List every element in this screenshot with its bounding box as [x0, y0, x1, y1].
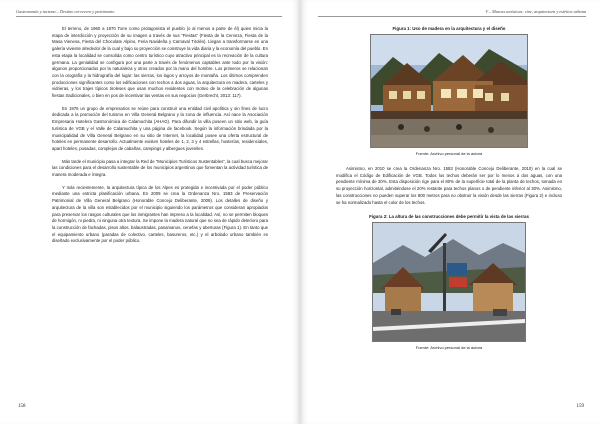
header-rule-left	[16, 16, 282, 17]
header-rule-right	[318, 16, 586, 17]
figure-1-title: Figura 1: Uso de madera en la arquitectura y el diseño	[392, 26, 506, 31]
figure-2-title: Figura 2: La altura de las construcciones debe permitir la vista de las sierras	[369, 214, 529, 220]
paragraph-3: Más tarde el municipio pasa a integrar la Red de “Municipios Turísticos Sustentables”, la cual busca mejorar las condiciones para el desarrollo sustentable de los municipios argentinos que fomentan la actividad turística de manera moderada e íntegra.	[52, 158, 268, 178]
right-column	[336, 26, 562, 350]
figure-1-photo	[370, 34, 528, 148]
paragraph-4: Y más recientemente, la arquitectura típica de los Alpes es protegida e incentivada por el poder público mediante una estricta planificación urbana. En 2009 se crea la Ordenanza Nro. 1583 de Preservación Patrimonial de Villa General Belgrano (Honorable Concejo Deliberante, 2009). Los detalles de diseño y arquitectura de la villa son establecidos por el municipio siguiendo los parámetros que consideran apropiados para preservar los rasgos culturales que los inmigrantes han impreso a la localidad. Así, no se permiten bloques de hormigón, ni piedra, ni ninguna otra textura. Se impone la madera natural que no sea de rápido deterioro para la construcción de fachadas, pisos altos, balaustradas, pasamanos, cenefas y aberturas (Figura 1). En tanto que el equipamiento urbano (paradas de colectivo, carteles, basureros, etc.) y el arbolado urbano también es diseñado exclusivamente por el poder público.	[52, 184, 268, 244]
figure-2-caption: Fuente: Archivo personal de la autora	[415, 345, 483, 351]
left-text-column	[52, 26, 268, 251]
right-paragraph: Asimismo, en 2010 se crea la Ordenanza Nro. 1583 (Honorable Concejo Deliberante, 2010) en la cual se modifica el Código de Edificación de VGB. Todos los techos deberán ser por lo menos a dos aguas, con una pendiente mínima de 30%. Esta disposición rige para el 80% de la superficie total de la planta de techos, tomada en su proyección horizontal, admitiéndose el 20% restante para techos planos o de pendiente inferior al 30%. Asimismo, las construcciones no pueden superar los 800 metros para no obstruir la visión desde las sierras (Figura 2) e incluso se ha normalizado hasta el color de los techos.	[336, 166, 562, 205]
page-number-left: 158	[18, 404, 26, 409]
figure-2-photo	[372, 222, 526, 342]
street-and-sierras-photo	[373, 223, 525, 341]
figure-1-caption: Fuente: Archivo personal de la autora	[415, 151, 483, 156]
running-header-right: V – Marcas turísticas: cine, arquitectura y estética urbana	[485, 9, 586, 14]
right-page	[300, 0, 600, 424]
paragraph-1: El terreno, de 1960 a 1970 Torre como protagonista el pueblo (o al menos a parte de él) quien inicia la etapa de interdicción y proyección de su imagen a través de sus “Fiestas” (Fiesta de la Cerveza, Fiesta de la Masa Vienesa, Fiesta del Chocolate Alpino, Feria Navideña y Carnaval Tirolés). Llegan a transformarse en una galería viviente alrededor de la cual y bajo su proyección se construye la vida diaria y la economía del pueblo. En esta etapa la localidad se consolida como centro turístico cuyo atractivo principal es la recreación de la cultura germana. La genialidad se configura por una parte a través de fenómenos captables ante todo por la visión: algunos proporcionados por la naturaleza y otros creados por la mano del hombre. Los primeros se relacionan con la orografía y la hidrografía del lugar: las sierras, los lagos y arroyos de montaña. Los últimos comprenden producciones significantes como los edificaciones con techos a dos aguas, la arquitectura en madera, carteles y vidrieras, y los trajes típicos tiroleses que usan muchos residentes con motivo de la celebración de algunas fiestas tradicionales, o bien en pos de incentivar las ventas en sus negocios (Gerbrecht, 2013: 117).	[52, 26, 268, 99]
wooden-buildings-photo	[371, 35, 527, 147]
paragraph-2: En 1976 un grupo de empresarios se reúne para construir una entidad civil apolítica y sin fines de lucro dedicada a la promoción del turismo en Villa General Belgrano y la zona de influencia. Así nace la Asociación Empresaria Hotelera Gastronómica de Calamuchita (AHAG). Para difundir la villa poseen un sitio web, la guía turística de VGB y el Valle de Calamuchita y una página de facebook. Según la información brindada por la municipalidad de Villa General Belgrano en su sitio de Internet, la localidad posee una oferta estructural de hoteles en permanente desarrollo. Actualmente existen hoteles de 1, 2, 3 y 4 estrellas, hosterías, residenciales, apart hoteles, posadas, complejos de cabañas, campings y albergues juveniles.	[52, 105, 268, 151]
running-header-left: Gastronomía y turismo – Destino cervecero y patrimonio	[16, 9, 115, 14]
page-number-right: 159	[576, 404, 584, 409]
